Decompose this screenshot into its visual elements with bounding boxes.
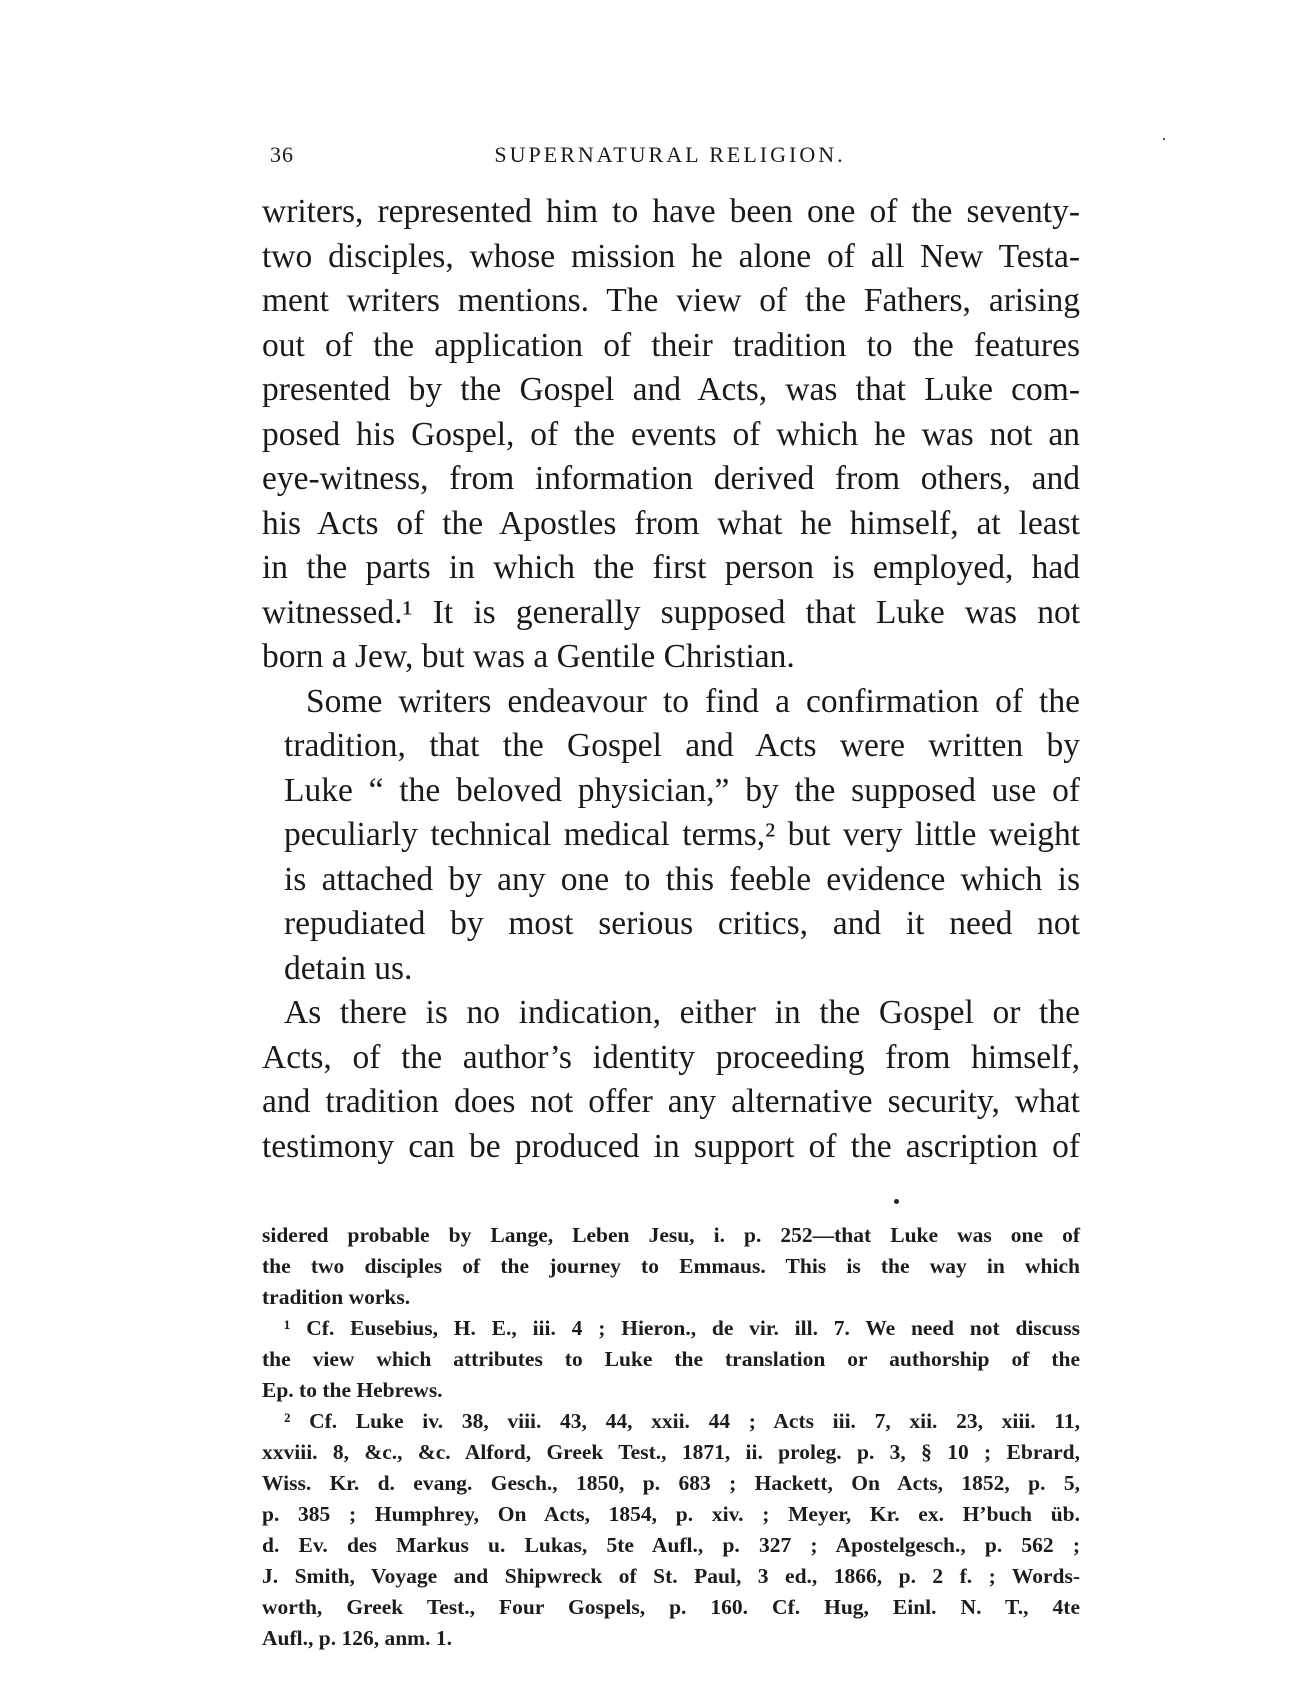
body-text — [262, 190, 1080, 1169]
footnote-continuation — [262, 1220, 1080, 1313]
paragraph-1 — [262, 190, 1080, 680]
text-line: Acts, of the author’s identity proceeding from himself, — [262, 1038, 1080, 1076]
footnote-line: Ep. to the Hebrews. — [262, 1378, 443, 1402]
footnote-1 — [262, 1313, 1080, 1406]
footnote-line: p. 385 ; Humphrey, On Acts, 1854, p. xiv. ; Meyer, Kr. ex. H’buch üb. — [262, 1502, 1080, 1526]
text-line: born a Jew, but was a Gentile Christian. — [262, 638, 795, 675]
text-line: two disciples, whose mission he alone of all New Testa- — [262, 237, 1080, 275]
paragraph-3 — [262, 991, 1080, 1169]
footnote-line: ² Cf. Luke iv. 38, viii. 43, 44, xxii. 44 ; Acts iii. 7, xii. 23, xiii. 11, — [284, 1409, 1080, 1433]
footnote-line: Wiss. Kr. d. evang. Gesch., 1850, p. 683 ; Hackett, On Acts, 1852, p. 5, — [262, 1471, 1080, 1495]
text-line: his Acts of the Apostles from what he himself, at least — [262, 504, 1080, 542]
footnote-line: tradition works. — [262, 1285, 411, 1309]
text-line: Some writers endeavour to find a confirmation of the — [306, 682, 1080, 720]
text-line: testimony can be produced in support of the ascription of — [262, 1127, 1080, 1165]
running-head: SUPERNATURAL RELIGION. — [494, 142, 846, 167]
text-line: out of the application of their tradition to the features — [262, 326, 1080, 364]
page-number: 36 — [270, 142, 294, 167]
footnote-line: worth, Greek Test., Four Gospels, p. 160. Cf. Hug, Einl. N. T., 4te — [262, 1595, 1080, 1619]
text-line: eye-witness, from information derived from others, and — [262, 460, 1080, 497]
footnote-line: ¹ Cf. Eusebius, H. E., iii. 4 ; Hieron., de vir. ill. 7. We need not discuss — [284, 1316, 1080, 1340]
scan-speck — [1163, 138, 1165, 140]
text-line: and tradition does not offer any alternative security, what — [262, 1083, 1080, 1120]
text-line: in the parts in which the first person is employed, had — [262, 549, 1080, 586]
text-line: detain us. — [284, 949, 413, 987]
text-line: repudiated by most serious critics, and it need not — [284, 905, 1080, 942]
text-line: ment writers mentions. The view of the Fathers, arising — [262, 282, 1080, 319]
scan-dot — [894, 1199, 899, 1204]
paragraph-2 — [262, 680, 1080, 992]
text-line: Luke “ the beloved physician,” by the supposed use of — [284, 771, 1080, 809]
footnote-2 — [262, 1406, 1080, 1654]
text-line: writers, represented him to have been one of the seventy- — [262, 193, 1080, 230]
text-line: tradition, that the Gospel and Acts were written by — [284, 727, 1080, 764]
footnote-line: the view which attributes to Luke the translation or authorship of the — [262, 1347, 1080, 1371]
footnote-line: J. Smith, Voyage and Shipwreck of St. Paul, 3 ed., 1866, p. 2 f. ; Words- — [262, 1564, 1080, 1588]
footnote-line: Aufl., p. 126, anm. 1. — [262, 1626, 452, 1650]
footnote-line: d. Ev. des Markus u. Lukas, 5te Aufl., p. 327 ; Apostelgesch., p. 562 ; — [262, 1533, 1080, 1557]
footnotes — [262, 1220, 1080, 1654]
page-header — [260, 142, 1080, 172]
text-line: witnessed.¹ It is generally supposed that Luke was not — [262, 593, 1080, 631]
text-line: is attached by any one to this feeble evidence which is — [284, 860, 1080, 898]
footnote-line: sidered probable by Lange, Leben Jesu, i. p. 252—that Luke was one of — [262, 1223, 1080, 1247]
text-line: peculiarly technical medical terms,² but very little weight — [284, 816, 1080, 853]
text-line: posed his Gospel, of the events of which he was not an — [262, 415, 1080, 453]
text-line: As there is no indication, either in the Gospel or the — [284, 994, 1080, 1031]
footnote-line: xxviii. 8, &c., &c. Alford, Greek Test., 1871, ii. proleg. p. 3, § 10 ; Ebrard, — [262, 1440, 1080, 1464]
footnote-line: the two disciples of the journey to Emmaus. This is the way in which — [262, 1254, 1080, 1278]
text-line: presented by the Gospel and Acts, was that Luke com- — [262, 371, 1080, 408]
